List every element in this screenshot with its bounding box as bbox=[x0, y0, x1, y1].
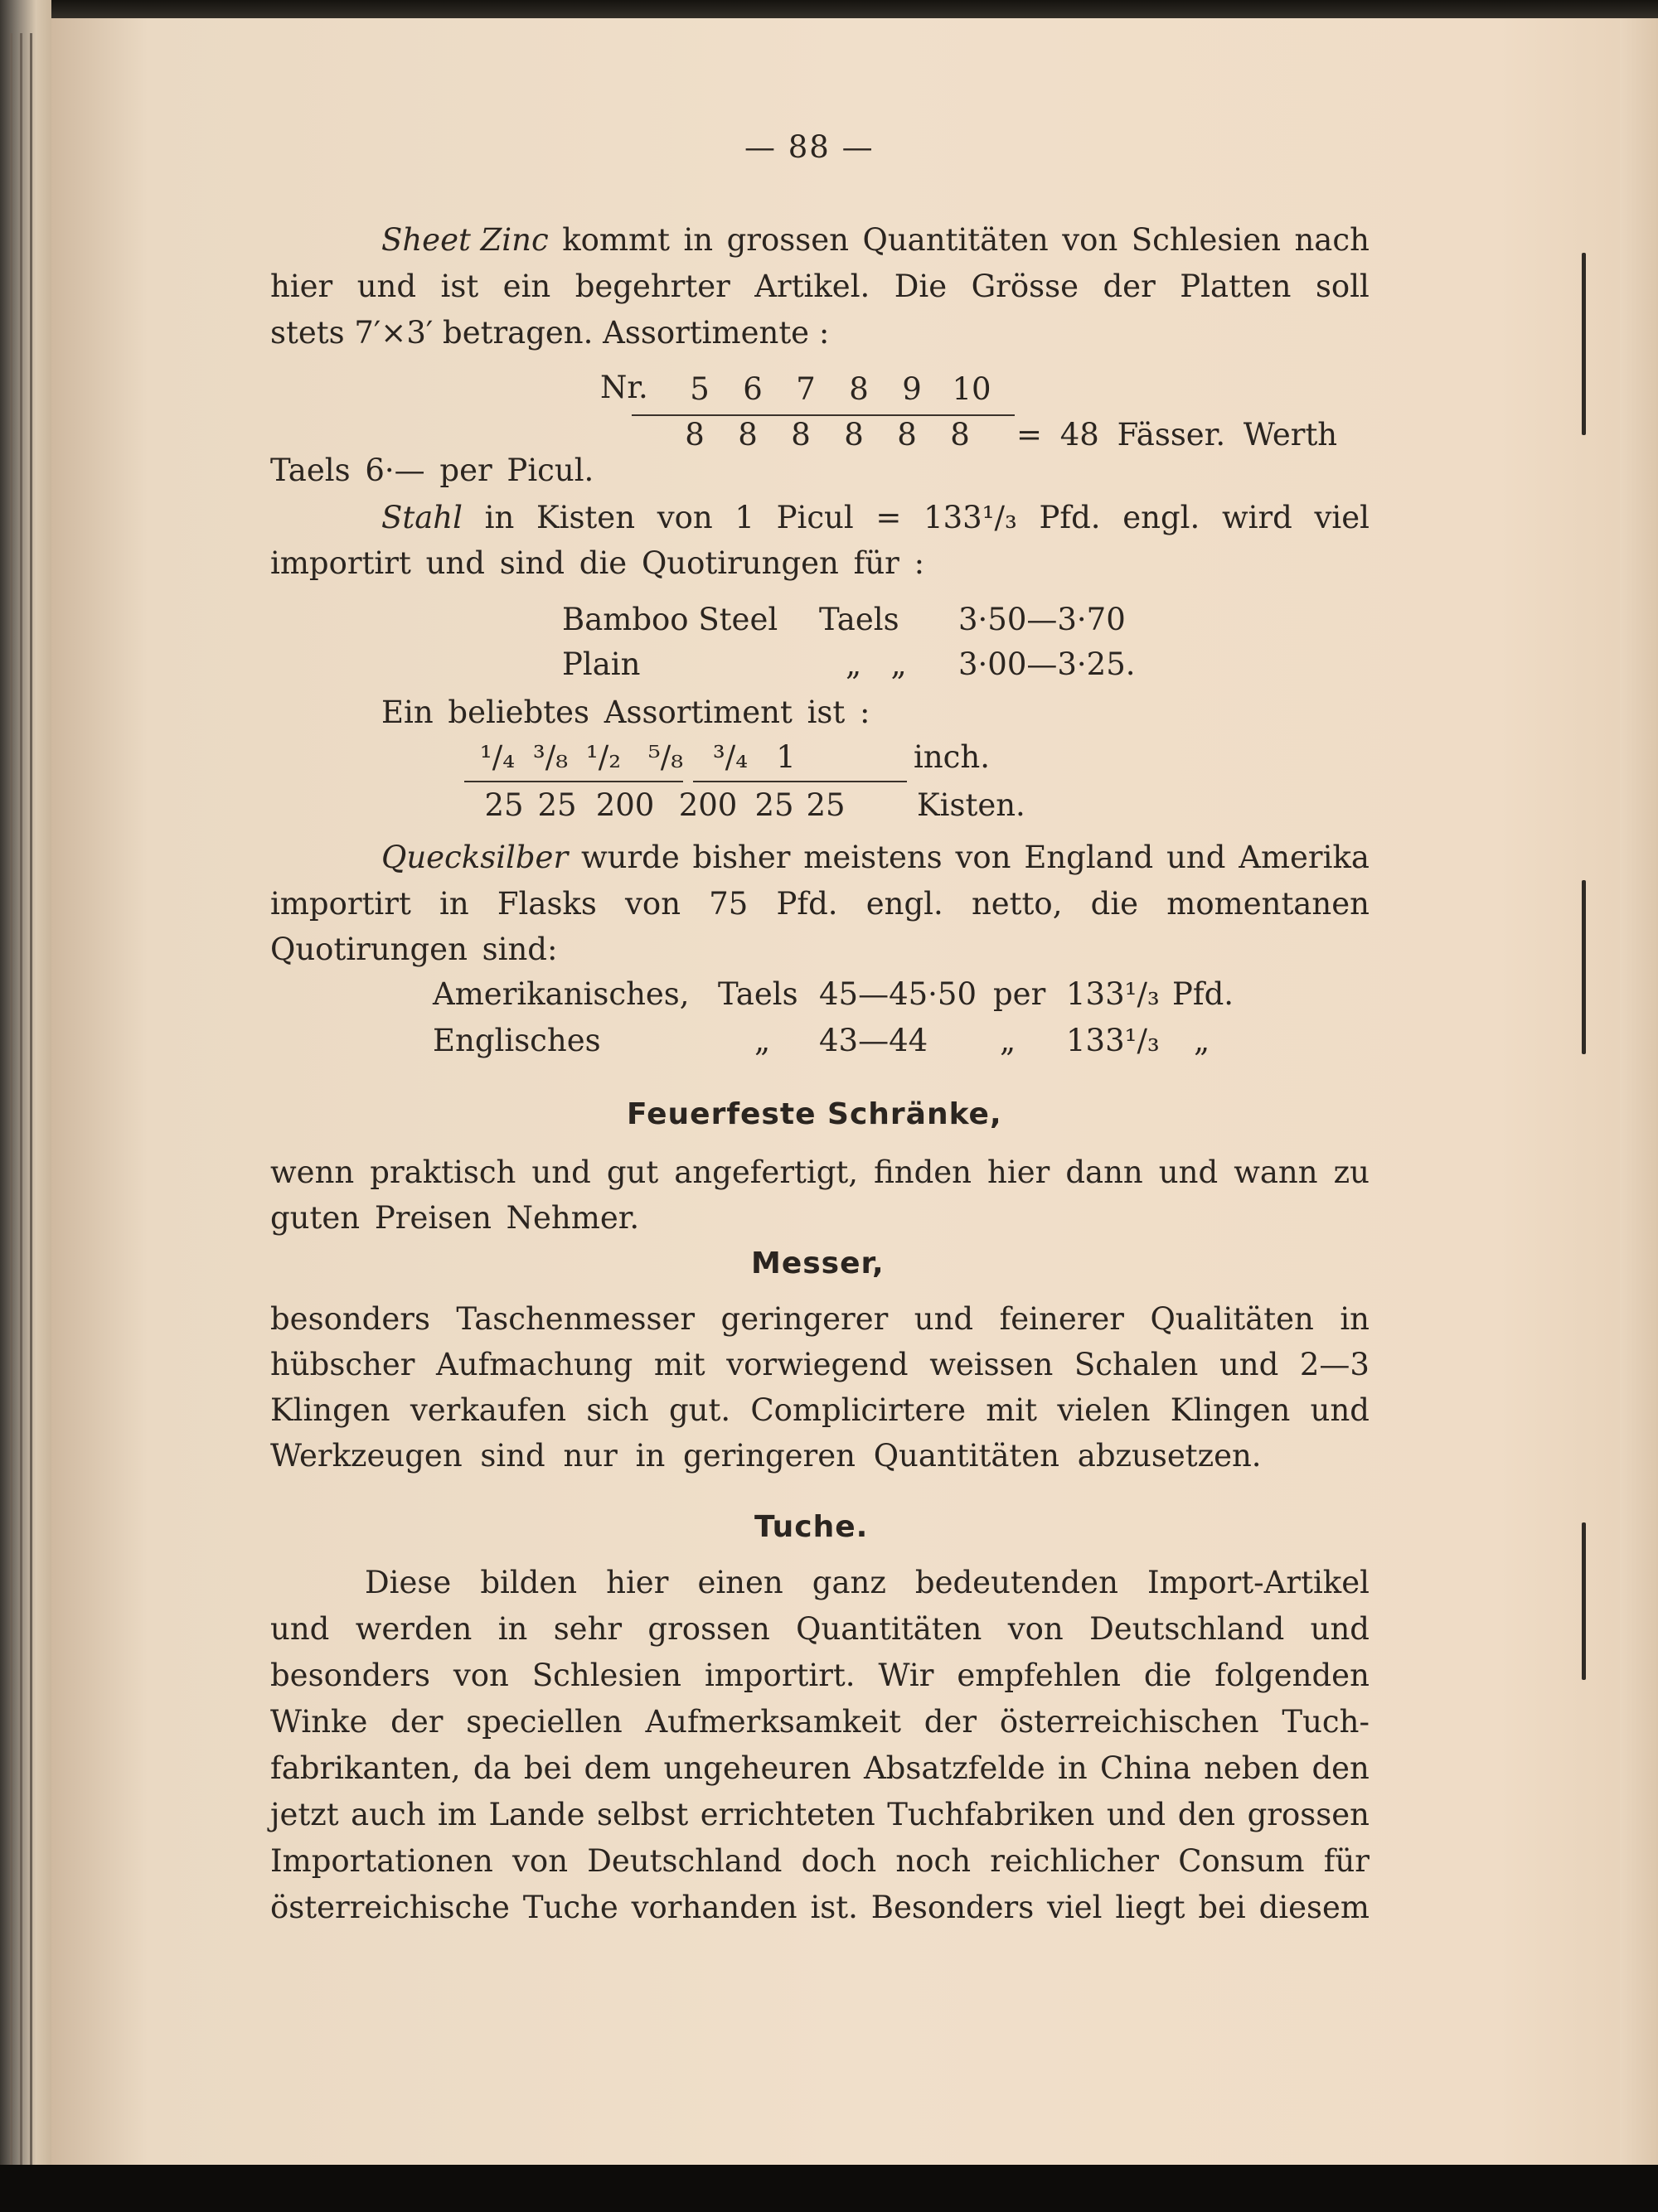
table-label: Nr. bbox=[600, 370, 648, 405]
paragraph-line: Importationen von Deutschland doch noch reichlicher Consum für bbox=[270, 1843, 1370, 1879]
quote-end: Pfd. bbox=[1172, 976, 1234, 1012]
table-rule bbox=[464, 781, 683, 782]
page-edge bbox=[1620, 18, 1658, 2165]
paragraph-line: stets 7′×3′ betragen. Assortimente : bbox=[270, 315, 830, 351]
zinc-quantities-row: 8 8 8 8 8 8 bbox=[685, 417, 970, 453]
term-quecksilber: Quecksilber bbox=[381, 840, 569, 875]
quote-per: per bbox=[993, 976, 1046, 1012]
quote-range: 43—44 bbox=[819, 1023, 928, 1058]
quote-name: Englisches bbox=[433, 1023, 601, 1058]
paragraph-line: wenn praktisch und gut angefertigt, finden hier dann und wann zu bbox=[270, 1154, 1370, 1190]
quote-per: „ bbox=[1000, 1023, 1016, 1058]
quote-range: 3·50—3·70 bbox=[958, 602, 1126, 637]
book-bottom-edge bbox=[0, 2165, 1658, 2212]
paragraph-line: Diese bilden hier einen ganz bedeutenden Import-Artikel bbox=[365, 1565, 1370, 1600]
paragraph-line: österreichische Tuche vorhanden ist. Besonders viel liegt bei diesem bbox=[270, 1890, 1370, 1925]
zinc-numbers-row: 5 6 7 8 9 10 bbox=[690, 371, 991, 407]
paragraph-line: Taels 6·— per Picul. bbox=[270, 453, 594, 488]
quote-range: 45—45·50 bbox=[819, 976, 977, 1012]
section-heading: Messer, bbox=[751, 1246, 885, 1280]
counts-unit: Kisten. bbox=[917, 787, 1025, 823]
term-sheet-zinc: Sheet Zinc bbox=[381, 222, 549, 258]
quote-name: Amerikanisches, bbox=[433, 976, 690, 1012]
quote-name: Plain bbox=[562, 646, 641, 682]
paragraph-line: Winke der speciellen Aufmerksamkeit der österreichischen Tuch- bbox=[270, 1704, 1370, 1740]
binding-clip bbox=[1582, 880, 1586, 1054]
steel-counts-row: 25 25 200 200 25 25 bbox=[484, 787, 846, 823]
quote-unit: „ „ bbox=[846, 646, 907, 682]
paragraph-line: fabrikanten, da bei dem ungeheuren Absatzfelde in China neben den bbox=[270, 1750, 1370, 1786]
binding-clip bbox=[1582, 253, 1586, 435]
sizes-unit: inch. bbox=[914, 739, 990, 775]
steel-sizes-row: ¹/₄ ³/₈ ¹/₂ ⁵/₈ ³/₄ 1 bbox=[479, 739, 796, 775]
paragraph-line: besonders Taschenmesser geringerer und feinerer Qualitäten in bbox=[270, 1301, 1370, 1337]
term-stahl: Stahl bbox=[381, 500, 463, 535]
paragraph-line: Klingen verkaufen sich gut. Complicirtere mit vielen Klingen und bbox=[270, 1392, 1370, 1428]
quote-unit: Taels bbox=[718, 976, 798, 1012]
paragraph-line: guten Preisen Nehmer. bbox=[270, 1200, 640, 1236]
paragraph-line: importirt und sind die Quotirungen für : bbox=[270, 545, 925, 581]
table-rule bbox=[632, 414, 1015, 416]
paragraph-line: hübscher Aufmachung mit vorwiegend weissen Schalen und 2—3 bbox=[270, 1347, 1370, 1382]
paragraph-line: Ein beliebtes Assortiment ist : bbox=[381, 695, 870, 730]
quote-unit: Taels bbox=[819, 602, 899, 637]
section-heading: Feuerfeste Schränke, bbox=[627, 1097, 1002, 1131]
paragraph-line: Sheet Zinc kommt in grossen Quantitäten von Schlesien nach bbox=[381, 222, 1370, 258]
binding-clip bbox=[1582, 1522, 1586, 1680]
paragraph-line: Werkzeugen sind nur in geringeren Quantitäten abzusetzen. bbox=[270, 1438, 1262, 1474]
section-heading: Tuche. bbox=[754, 1510, 869, 1544]
zinc-result: = 48 Fässer. Werth bbox=[1016, 417, 1338, 453]
table-rule bbox=[693, 781, 907, 782]
book-spine bbox=[0, 0, 51, 2212]
paragraph-line: und werden in sehr grossen Quantitäten von Deutschland und bbox=[270, 1611, 1370, 1647]
quote-name: Bamboo Steel bbox=[562, 602, 778, 637]
quote-end: „ bbox=[1194, 1023, 1210, 1058]
paragraph-line: importirt in Flasks von 75 Pfd. engl. netto, die momentanen bbox=[270, 886, 1370, 922]
quote-weight: 133¹/₃ bbox=[1066, 976, 1160, 1012]
paragraph-line: jetzt auch im Lande selbst errichteten Tuchfabriken und den grossen bbox=[270, 1797, 1370, 1832]
paragraph-line: Stahl in Kisten von 1 Picul = 133¹/₃ Pfd. engl. wird viel bbox=[381, 500, 1370, 535]
paragraph-line: Quecksilber wurde bisher meistens von England und Amerika bbox=[381, 840, 1370, 875]
quote-unit: „ bbox=[754, 1023, 771, 1058]
paragraph-line: besonders von Schlesien importirt. Wir empfehlen die folgenden bbox=[270, 1658, 1370, 1693]
quote-range: 3·00—3·25. bbox=[958, 646, 1136, 682]
paragraph-line: hier und ist ein begehrter Artikel. Die Grösse der Platten soll bbox=[270, 269, 1370, 304]
quote-weight: 133¹/₃ bbox=[1066, 1023, 1160, 1058]
page-number: — 88 — bbox=[744, 129, 875, 165]
paragraph-line: Quotirungen sind: bbox=[270, 932, 558, 967]
